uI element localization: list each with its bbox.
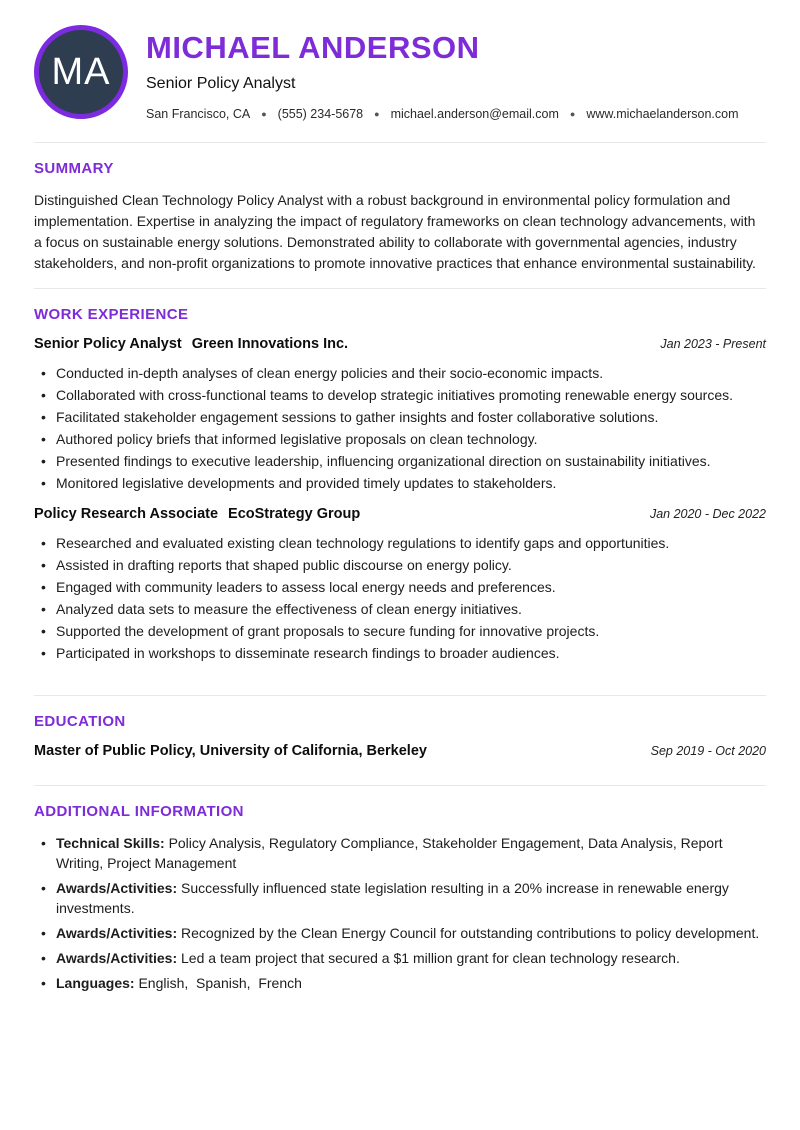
job-bullet: • Facilitated stakeholder engagement sessions to gather insights and foster collaborative solutions. [34,407,766,427]
item-label: Languages: [56,975,135,992]
item-label: Technical Skills: [56,835,165,852]
contact-row [146,107,739,121]
job-role: Senior Policy Analyst [34,336,182,353]
job-company: Green Innovations Inc. [191,336,349,353]
item-label: Awards/Activities: [56,925,178,942]
contact-website: www.michaelanderson.com [586,107,739,122]
resume-header [34,25,766,121]
additional-info-heading: ADDITIONAL INFORMATION [34,803,244,821]
education-section [34,696,766,785]
education-heading: EDUCATION [34,713,126,731]
additional-info-section [34,786,766,993]
job-header [34,506,766,522]
work-experience-section [34,289,766,679]
job-role: Policy Research Associate [34,506,219,523]
job-bullet-list [34,363,766,493]
additional-info-list [34,833,766,993]
summary-section [34,143,766,288]
work-experience-heading: WORK EXPERIENCE [34,306,189,324]
item-value: Policy Analysis, Regulatory Compliance, Stakeholder Engagement, Data Analysis, Report Writing, Project Management [56,835,727,872]
job-company: EcoStrategy Group [228,506,361,523]
job-entry [34,506,766,663]
job-bullet: • Authored policy briefs that informed legislative proposals on clean technology. [34,429,766,449]
job-bullet: • Participated in workshops to disseminate research findings to broader audiences. [34,643,766,663]
contact-phone: (555) 234-5678 [277,107,364,122]
job-bullet-list [34,533,766,663]
item-value: Successfully influenced state legislation resulting in a 20% increase in renewable energy investments. [56,880,733,917]
summary-heading: SUMMARY [34,160,114,178]
candidate-name: MICHAEL ANDERSON [146,30,480,65]
education-degree: Master of Public Policy, University of California, Berkeley [34,743,427,760]
job-bullet: • Analyzed data sets to measure the effectiveness of clean energy initiatives. [34,599,766,619]
item-value: English, Spanish, French [138,975,302,992]
additional-info-item [34,948,766,968]
job-bullet: • Assisted in drafting reports that shaped public discourse on energy policy. [34,555,766,575]
job-bullet: • Presented findings to executive leadership, influencing organizational direction on sustainability initiatives. [34,451,766,471]
summary-text: Distinguished Clean Technology Policy Analyst with a robust background in environmental policy formulation and implementation. Expertise in analyzing the impact of regulatory frameworks on clean technology advancements, with a focus on sustainable energy solutions. Demonstrated ability to collaborate with governmental agencies, industry stakeholders, and non-profit organizations to promote innovative practices that enhance environmental sustainability. [34,192,756,272]
job-bullet: • Supported the development of grant proposals to secure funding for innovative projects. [34,621,766,641]
job-bullet: • Conducted in-depth analyses of clean energy policies and their socio-economic impacts. [34,363,766,383]
job-entry [34,336,766,493]
additional-info-item [34,878,766,918]
additional-info-item [34,973,766,993]
job-title-line [34,336,348,352]
contact-location: San Francisco, CA [146,107,251,122]
header-text [146,25,739,121]
job-dates: Jan 2020 - Dec 2022 [649,507,766,522]
dot-separator-icon: ● [374,108,380,119]
job-bullet: • Monitored legislative developments and provided timely updates to stakeholders. [34,473,766,493]
dot-separator-icon: ● [569,108,576,119]
education-entry [34,743,766,759]
contact-email: michael.anderson@email.com [390,107,559,122]
job-bullet: • Researched and evaluated existing clean technology regulations to identify gaps and opportunities. [34,533,766,553]
additional-info-item [34,833,766,873]
job-dates: Jan 2023 - Present [660,337,766,352]
job-title-line [34,506,360,522]
item-label: Awards/Activities: [56,950,178,967]
item-value: Led a team project that secured a $1 million grant for clean technology research. [181,950,680,967]
job-bullet: • Collaborated with cross-functional teams to develop strategic initiatives promoting renewable energy sources. [34,385,766,405]
education-dates: Sep 2019 - Oct 2020 [650,744,766,759]
avatar: MA [34,25,128,119]
additional-info-item [34,923,766,943]
job-header [34,336,766,352]
dot-separator-icon: ● [261,108,267,119]
job-bullet: • Engaged with community leaders to assess local energy needs and preferences. [34,577,766,597]
item-value: Recognized by the Clean Energy Council for outstanding contributions to policy development. [181,925,760,942]
candidate-title: Senior Policy Analyst [146,75,296,93]
item-label: Awards/Activities: [56,880,178,897]
